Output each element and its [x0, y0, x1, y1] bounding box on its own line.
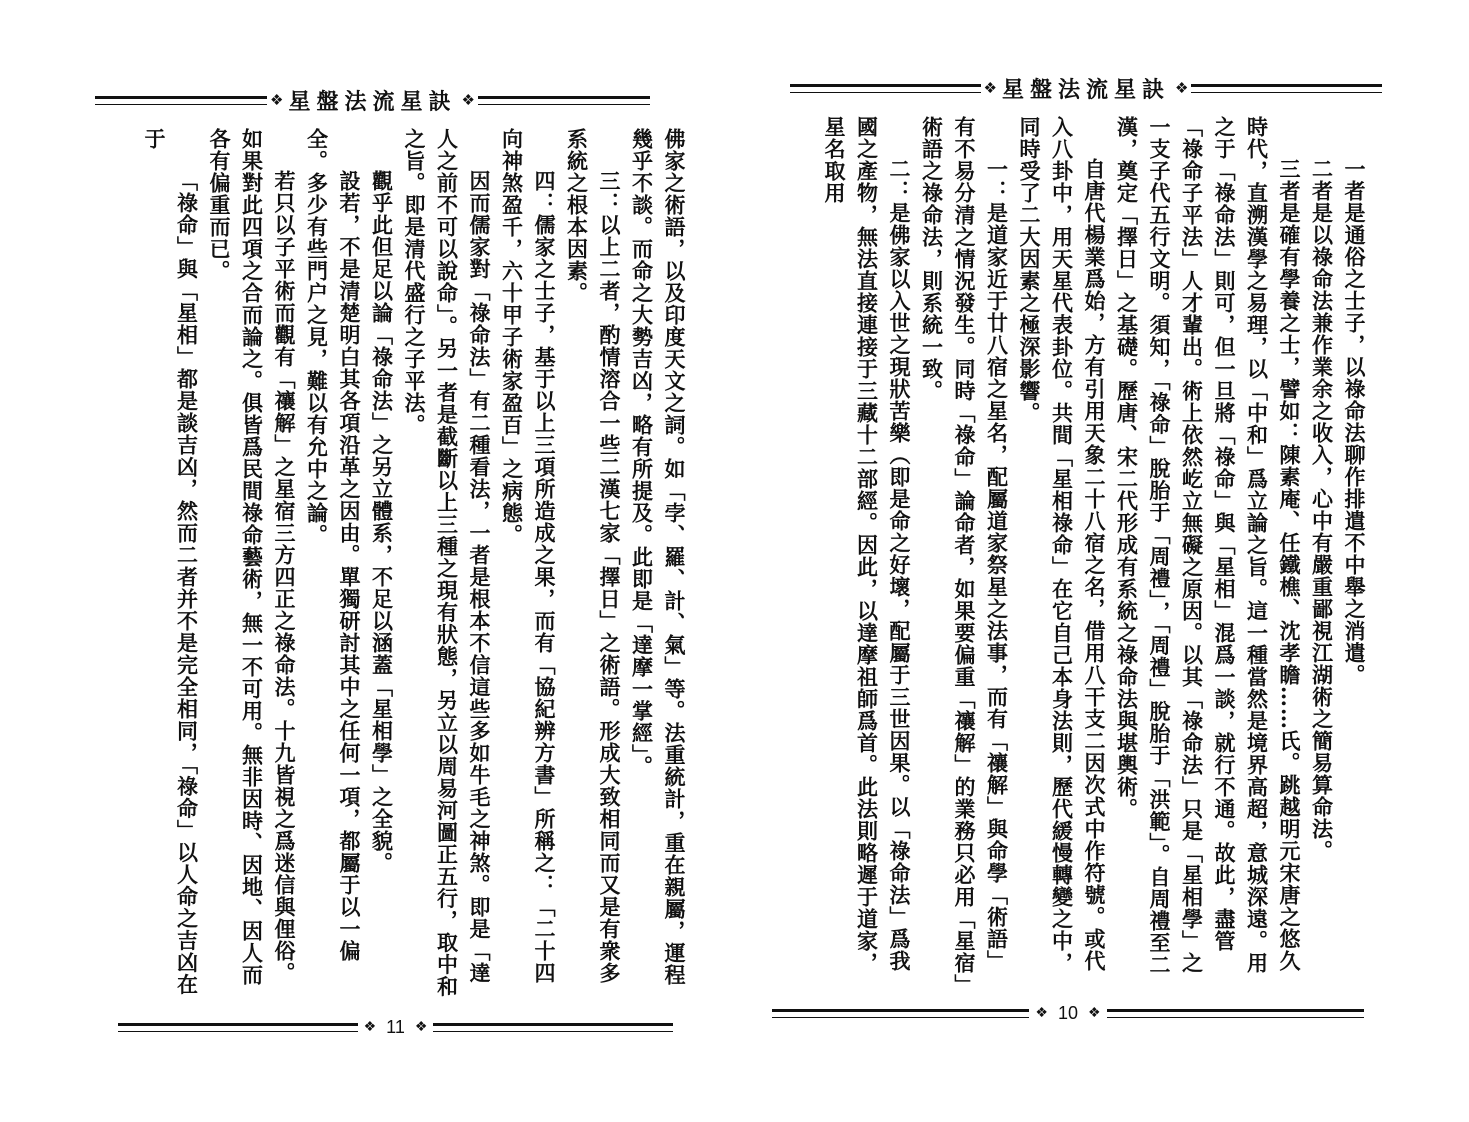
right-page — [760, 0, 1469, 1122]
right-page-header — [790, 68, 1382, 108]
running-title: 星盤法流星訣 — [288, 88, 457, 115]
header-rule-left — [790, 84, 981, 93]
left-page-body — [120, 128, 690, 1000]
left-page-header — [95, 80, 650, 120]
paragraph: 自唐代楊業爲始，方有引用天象二十八宿之名，借用八干支二因次式中作符號。或代入八卦中，用天星代表卦位。共間「星相祿命」在它自己本身法則，歷代緩慢轉變之中，同時受了二大因素之極深影響。 — [1017, 116, 1107, 974]
header-rule-right — [478, 96, 650, 105]
paragraph: 佛家之術語，以及印度天文之詞。如「孛、羅、計、氣」等。法重統計，重在親屬，運程幾乎不談。而命之大勢吉凶，略有所提及。此即是「達摩一掌經」。 — [629, 128, 687, 986]
header-rule-left — [95, 96, 267, 105]
paragraph: 二者是以祿命法兼作業余之收入，心中有嚴重鄙視江湖術之簡易算命法。 — [1309, 158, 1335, 862]
paragraph: 觀乎此但足以論「祿命法」之另立體系，不足以涵蓋「星相學」之全貌。 — [369, 170, 395, 874]
paragraph: 三者是確有學養之士，譬如：陳素庵、任鐵樵、沈孝瞻……氏。跳越明元宋唐之悠久時代，直溯漢學之易理，以「中和」爲立論之旨。這一種當然是境界高超，意城深遠。用之于「祿命法」則可，但一旦將「祿命」與「星相」混爲一談，就行不通。故此，盡管「祿命子平法」人才輩出。術上依然屹立無礙之原因。以其「祿命法」只是「星相學」之一支子代五行文明。須知，「祿命」脫胎于「周禮」，「周禮」脫胎于「洪範」。自周禮至二漢，奠定「擇日」之基礎。歷唐、宋二代形成有系統之祿命法與堪輿術。 — [1114, 116, 1302, 976]
page-number: 10 — [1057, 1002, 1079, 1023]
ornament-icon: ❖ — [461, 91, 475, 109]
paragraph: 四：儒家之士子，基于以上三項所造成之果，而有「協紀辨方書」所稱之：「二十四向神煞盈千，六十甲子術家盈百」之病態。 — [499, 128, 557, 984]
paragraph: 因而儒家對「祿命法」有二種看法，一者是根本不信這些多如牛毛之神煞。即是「達人之前不可以說命」。另一者是截斷以上三種之現有狀態，另立以周易河圖正五行，取中和之旨。即是清代盛行之子平法。 — [402, 128, 492, 998]
paragraph: 一者是通俗之士子，以祿命法聊作排遣不中舉之消遣。 — [1342, 158, 1367, 686]
ornament-icon: ❖ — [1175, 79, 1189, 97]
page-number: 11 — [386, 1016, 405, 1037]
left-page — [0, 0, 720, 1122]
ornament-icon: ❖ — [363, 1019, 377, 1035]
right-page-body — [780, 116, 1370, 988]
ornament-icon: ❖ — [1035, 1005, 1048, 1021]
running-title: 星盤法流星訣 — [1002, 76, 1171, 103]
ornament-icon: ❖ — [270, 91, 284, 109]
paragraph: 二：是佛家以入世之現狀苦樂（即是命之好壞，配屬于三世因果。以「祿命法」爲我國之產物，無法直接連接于三藏十二部經。因此，以達摩祖師爲首。此法則略遲于道家，星名取用 — [822, 116, 912, 974]
paragraph: 設若，不是清楚明白其各項沿革之因由。單獨研討其中之任何一項，都屬于以一偏全。多少有些門户之見，難以有允中之論。 — [304, 128, 362, 962]
footer-rule-right — [1107, 1009, 1364, 1018]
left-page-footer — [118, 1012, 673, 1042]
ornament-icon: ❖ — [1088, 1005, 1101, 1021]
right-page-footer — [772, 998, 1364, 1028]
paragraph: 三：以上二者，酌情溶合一些二漢七家「擇日」之術語。形成大致相同而又是有衆多系統之根本因素。 — [564, 128, 622, 984]
ornament-icon: ❖ — [983, 79, 997, 97]
ornament-icon: ❖ — [414, 1019, 428, 1035]
footer-rule-right — [433, 1023, 673, 1032]
footer-rule-left — [118, 1023, 358, 1032]
paragraph: 「祿命」與「星相」都是談吉凶，然而二者并不是完全相同，「祿命」以人命之吉凶在于 — [142, 128, 200, 996]
paragraph: 一：是道家近于廿八宿之星名，配屬道家祭星之法事，而有「禳解」與命學「術語」有不易分清之情況發生。同時「祿命」論命者，如果要偏重「禳解」的業務只必用「星宿」術語之祿命法，則系統一致。 — [919, 116, 1010, 986]
footer-rule-left — [772, 1009, 1029, 1018]
header-rule-right — [1191, 84, 1382, 93]
paragraph: 若只以子平術而觀有「禳解」之星宿三方四正之祿命法。十九皆視之爲迷信與俚俗。如果對此四項之合而論之。俱皆爲民間祿命藝術，無一不可用。無非因時、因地、因人而各有偏重而已。 — [207, 128, 297, 986]
